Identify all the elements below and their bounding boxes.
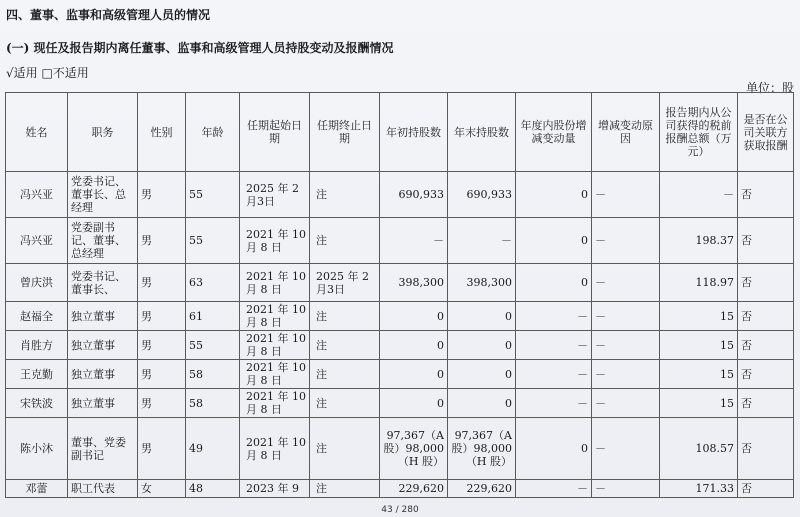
- cell-name: 冯兴亚: [6, 172, 68, 218]
- cell-start-date: 2023 年 9: [240, 480, 310, 498]
- cell-related-party-pay: 否: [738, 360, 794, 389]
- cell-related-party-pay: 否: [738, 218, 794, 264]
- col-header: 任期终止日期: [310, 93, 380, 172]
- cell-pretax-pay: －: [660, 172, 738, 218]
- cell-pretax-pay: 15: [660, 302, 738, 331]
- cell-begin-shares: 0: [380, 360, 448, 389]
- cell-end-date: 注: [310, 480, 380, 498]
- table-row: [6, 218, 794, 264]
- cell-share-change: 0: [516, 218, 592, 264]
- cell-gender: 男: [138, 360, 186, 389]
- cell-gender: 男: [138, 172, 186, 218]
- cell-end-date: 注: [310, 418, 380, 480]
- col-header: 职务: [68, 93, 138, 172]
- cell-start-date: 2021 年 10 月 8 日: [240, 302, 310, 331]
- cell-share-change: －: [516, 480, 592, 498]
- col-header: 性别: [138, 93, 186, 172]
- cell-related-party-pay: 否: [738, 302, 794, 331]
- col-header: 年末持股数: [448, 93, 516, 172]
- cell-age: 55: [186, 172, 240, 218]
- cell-age: 58: [186, 360, 240, 389]
- cell-related-party-pay: 否: [738, 480, 794, 498]
- shareholding-table: [5, 92, 794, 498]
- cell-end-date: 注: [310, 389, 380, 418]
- cell-gender: 男: [138, 331, 186, 360]
- cell-change-reason: －: [592, 264, 660, 302]
- cell-end-shares: 0: [448, 302, 516, 331]
- cell-related-party-pay: 否: [738, 172, 794, 218]
- cell-share-change: 0: [516, 172, 592, 218]
- cell-gender: 男: [138, 418, 186, 480]
- col-header: 年初持股数: [380, 93, 448, 172]
- cell-name: 冯兴亚: [6, 218, 68, 264]
- section-heading: 四、董事、监事和高级管理人员的情况: [6, 8, 211, 22]
- cell-name: 邓蕾: [6, 480, 68, 498]
- col-header: 姓名: [6, 93, 68, 172]
- cell-title: 职工代表: [68, 480, 138, 498]
- cell-end-shares: －: [448, 218, 516, 264]
- cell-age: 61: [186, 302, 240, 331]
- col-header: 是否在公司关联方获取报酬: [738, 93, 794, 172]
- cell-title: 党委书记、董事长、: [68, 264, 138, 302]
- table-row: [6, 264, 794, 302]
- cell-change-reason: －: [592, 302, 660, 331]
- cell-share-change: －: [516, 389, 592, 418]
- cell-name: 陈小沐: [6, 418, 68, 480]
- cell-gender: 男: [138, 302, 186, 331]
- cell-title: 党委副书记、董事、总经理: [68, 218, 138, 264]
- cell-change-reason: －: [592, 218, 660, 264]
- applicability-options: √适用 □不适用: [6, 66, 89, 80]
- cell-start-date: 2021 年 10 月 8 日: [240, 360, 310, 389]
- cell-start-date: 2021 年 10 月 8 日: [240, 218, 310, 264]
- cell-related-party-pay: 否: [738, 264, 794, 302]
- cell-change-reason: －: [592, 172, 660, 218]
- table-row: [6, 331, 794, 360]
- subsection-heading: (一) 现任及报告期内离任董事、监事和高级管理人员持股变动及报酬情况: [6, 41, 394, 55]
- col-header: 年度内股份增减变动量: [516, 93, 592, 172]
- col-header: 任期起始日期: [240, 93, 310, 172]
- cell-start-date: 2021 年 10 月 8 日: [240, 418, 310, 480]
- cell-end-shares: 0: [448, 331, 516, 360]
- cell-end-date: 注: [310, 302, 380, 331]
- cell-start-date: 2021 年 10 月 8 日: [240, 389, 310, 418]
- col-header: 年龄: [186, 93, 240, 172]
- cell-title: 独立董事: [68, 389, 138, 418]
- cell-share-change: 0: [516, 418, 592, 480]
- cell-begin-shares: 398,300: [380, 264, 448, 302]
- col-header: 报告期内从公司获得的税前报酬总额（万元）: [660, 93, 738, 172]
- cell-gender: 男: [138, 389, 186, 418]
- table-row: [6, 418, 794, 480]
- cell-share-change: 0: [516, 264, 592, 302]
- unit-label: 单位：股: [745, 81, 794, 95]
- cell-age: 55: [186, 331, 240, 360]
- table-row: [6, 360, 794, 389]
- cell-end-shares: 398,300: [448, 264, 516, 302]
- cell-change-reason: －: [592, 331, 660, 360]
- cell-name: 王克勤: [6, 360, 68, 389]
- cell-title: 独立董事: [68, 302, 138, 331]
- page-number: 43 / 280: [381, 505, 419, 515]
- cell-age: 48: [186, 480, 240, 498]
- cell-pretax-pay: 118.97: [660, 264, 738, 302]
- cell-end-shares: 0: [448, 389, 516, 418]
- cell-end-date: 注: [310, 331, 380, 360]
- cell-end-date: 注: [310, 360, 380, 389]
- cell-begin-shares: 0: [380, 331, 448, 360]
- cell-start-date: 2025 年 2 月3日: [240, 172, 310, 218]
- cell-share-change: －: [516, 331, 592, 360]
- cell-start-date: 2021 年 10 月 8 日: [240, 331, 310, 360]
- cell-end-date: 2025 年 2 月3日: [310, 264, 380, 302]
- cell-age: 63: [186, 264, 240, 302]
- cell-begin-shares: 690,933: [380, 172, 448, 218]
- cell-change-reason: －: [592, 389, 660, 418]
- table-row: [6, 480, 794, 498]
- cell-change-reason: －: [592, 418, 660, 480]
- cell-related-party-pay: 否: [738, 418, 794, 480]
- cell-name: 曾庆洪: [6, 264, 68, 302]
- cell-begin-shares: 0: [380, 389, 448, 418]
- cell-gender: 男: [138, 218, 186, 264]
- cell-begin-shares: 229,620: [380, 480, 448, 498]
- cell-title: 党委书记、董事长、总经理: [68, 172, 138, 218]
- cell-age: 58: [186, 389, 240, 418]
- table-header-row: [6, 93, 794, 172]
- cell-title: 董事、党委副书记: [68, 418, 138, 480]
- cell-end-shares: 97,367（A 股）98,000（H 股）: [448, 418, 516, 480]
- cell-name: 肖胜方: [6, 331, 68, 360]
- cell-pretax-pay: 198.37: [660, 218, 738, 264]
- cell-age: 55: [186, 218, 240, 264]
- cell-pretax-pay: 15: [660, 389, 738, 418]
- cell-age: 49: [186, 418, 240, 480]
- cell-pretax-pay: 15: [660, 331, 738, 360]
- cell-end-date: 注: [310, 172, 380, 218]
- cell-related-party-pay: 否: [738, 331, 794, 360]
- cell-begin-shares: 0: [380, 302, 448, 331]
- table-row: [6, 389, 794, 418]
- cell-begin-shares: －: [380, 218, 448, 264]
- cell-pretax-pay: 15: [660, 360, 738, 389]
- cell-end-shares: 690,933: [448, 172, 516, 218]
- cell-gender: 女: [138, 480, 186, 498]
- cell-name: 赵福全: [6, 302, 68, 331]
- cell-end-shares: 0: [448, 360, 516, 389]
- cell-share-change: －: [516, 360, 592, 389]
- cell-end-shares: 229,620: [448, 480, 516, 498]
- cell-pretax-pay: 171.33: [660, 480, 738, 498]
- cell-end-date: 注: [310, 218, 380, 264]
- table-row: [6, 302, 794, 331]
- cell-related-party-pay: 否: [738, 389, 794, 418]
- cell-begin-shares: 97,367（A 股）98,000（H 股）: [380, 418, 448, 480]
- cell-title: 独立董事: [68, 360, 138, 389]
- table-row: [6, 172, 794, 218]
- cell-title: 独立董事: [68, 331, 138, 360]
- cell-pretax-pay: 108.57: [660, 418, 738, 480]
- cell-change-reason: －: [592, 480, 660, 498]
- cell-start-date: 2021 年 10 月 8 日: [240, 264, 310, 302]
- col-header: 增减变动原因: [592, 93, 660, 172]
- cell-name: 宋铁波: [6, 389, 68, 418]
- cell-change-reason: －: [592, 360, 660, 389]
- cell-gender: 男: [138, 264, 186, 302]
- cell-share-change: －: [516, 302, 592, 331]
